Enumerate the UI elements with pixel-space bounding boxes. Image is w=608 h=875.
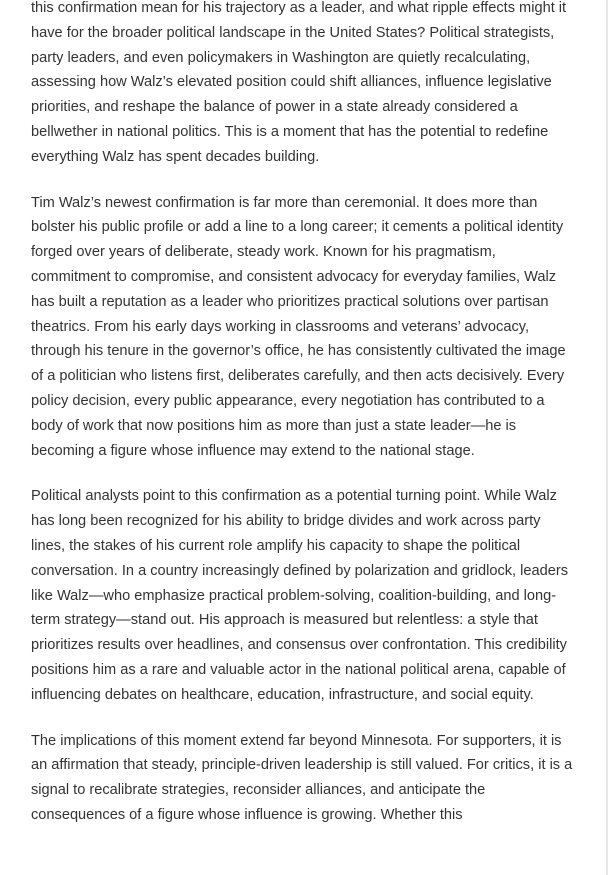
article-paragraph: this confirmation mean for his trajectory as a leader, and what ripple effects might it have for the broader political landscape in the United States? Political strategists, party leaders, and even policymakers in Washington are quietly recalculating, assessing how Walz’s elevated position could shift alliances, influence legislative priorities, and reshape the balance of power in a state already considered a bellwether in national politics. This is a moment that has the potential to redefine everything Walz has spent decades building. — [31, 0, 567, 165]
article-body — [31, 0, 577, 849]
article-paragraph: The implications of this moment extend far beyond Minnesota. For supporters, it is an affirmation that steady, principle-driven leadership is still valued. For critics, it is a signal to recalibrate strategies, reconsider alliances, and anticipate the consequences of a figure whose influence is growing. Whether this — [31, 732, 573, 823]
article-paragraph: Political analysts point to this confirmation as a potential turning point. While Walz has long been recognized for his ability to bridge divides and work across party lines, the stakes of his current role amplify his capacity to shape the political conversation. In a country increasingly defined by polarization and gridlock, leaders like Walz—who emphasize practical problem-solving, coalition-building, and long-term strategy—stand out. His approach is measured but relentless: a style that prioritizes results over headlines, and consensus over confrontation. This credibility positions him as a rare and valuable actor in the national political arena, capable of influencing debates on healthcare, education, infrastructure, and social equity. — [31, 488, 569, 703]
article-paragraph: Tim Walz’s newest confirmation is far more than ceremonial. It does more than bolster his public profile or add a line to a long career; it cements a political identity forged over years of deliberate, steady work. Known for his pragmatism, commitment to compromise, and consistent advocacy for everyday families, Walz has built a reputation as a leader who prioritizes practical solutions over partisan theatrics. From his early days working in classrooms and veterans’ advocacy, through his tenure in the governor’s office, he has consistently cultivated the image of a politician who listens first, deliberates carefully, and then acts decisively. Every policy decision, every public appearance, every negotiation has contributed to a body of work that now positions him as more than just a state leader—he is becoming a figure whose influence may extend to the national stage. — [31, 194, 566, 459]
